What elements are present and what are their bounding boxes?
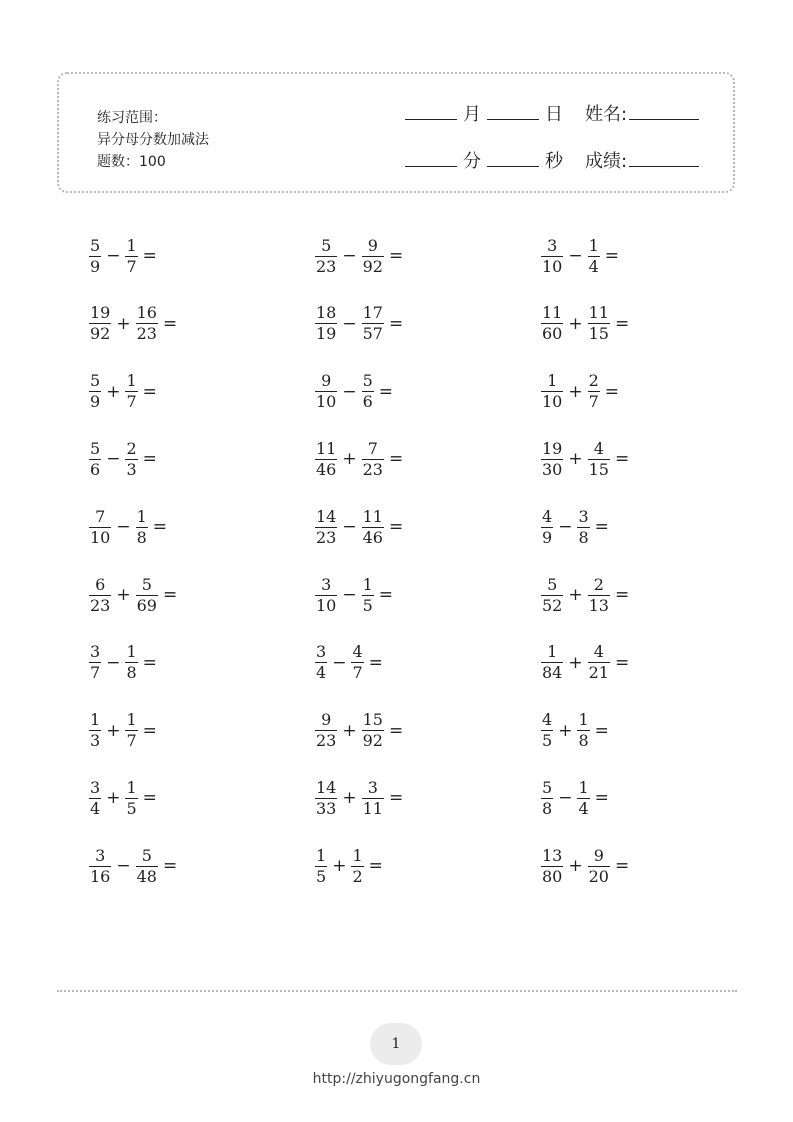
score-label: 成绩: <box>585 151 628 172</box>
numerator: 5 <box>141 845 152 865</box>
operator: − <box>342 585 357 605</box>
fraction-a <box>315 236 337 277</box>
equals-sign: = <box>142 449 157 470</box>
numerator: 5 <box>362 371 373 391</box>
equals-sign: = <box>594 517 609 538</box>
problem-item <box>540 299 629 349</box>
denominator: 60 <box>542 324 563 344</box>
fraction-a <box>89 642 101 683</box>
equals-sign: = <box>142 788 157 809</box>
numerator: 3 <box>90 642 101 662</box>
problem-item <box>314 367 393 417</box>
numerator: 6 <box>95 574 106 594</box>
fraction-b <box>362 236 384 277</box>
problem-item <box>314 434 403 484</box>
numerator: 1 <box>547 642 558 662</box>
numerator: 4 <box>593 642 604 662</box>
numerator: 2 <box>588 371 599 391</box>
problem-item <box>88 773 157 823</box>
fraction-a <box>541 507 553 548</box>
numerator: 1 <box>136 506 147 526</box>
denominator: 23 <box>90 595 111 615</box>
numerator: 1 <box>126 642 137 662</box>
problem-item <box>88 434 157 484</box>
denominator: 10 <box>90 527 111 547</box>
denominator: 7 <box>126 392 137 412</box>
topic-label: 异分母分数加减法 <box>97 132 209 148</box>
denominator: 92 <box>90 324 111 344</box>
numerator: 1 <box>126 371 137 391</box>
operator: + <box>106 381 121 402</box>
denominator: 10 <box>542 392 563 412</box>
numerator: 4 <box>542 710 553 730</box>
minute-blank[interactable] <box>405 165 457 167</box>
equals-sign: = <box>388 788 404 809</box>
denominator: 80 <box>542 866 563 886</box>
equals-sign: = <box>368 856 383 877</box>
operator: + <box>116 585 131 605</box>
denominator: 7 <box>126 731 137 751</box>
denominator: 92 <box>362 256 383 276</box>
denominator: 10 <box>316 392 337 412</box>
denominator: 9 <box>90 392 101 412</box>
denominator: 10 <box>316 595 337 615</box>
equals-sign: = <box>604 246 620 266</box>
fraction-b <box>362 778 384 819</box>
denominator: 19 <box>316 324 337 344</box>
fraction-a <box>89 303 111 344</box>
problem-item <box>314 299 403 349</box>
fraction-b <box>136 575 158 616</box>
fraction-a <box>541 846 563 887</box>
numerator: 1 <box>352 845 363 865</box>
equals-sign: = <box>378 585 394 605</box>
day-label: 日 <box>545 104 563 125</box>
operator: − <box>106 246 121 266</box>
numerator: 11 <box>362 506 383 526</box>
denominator: 92 <box>362 731 383 751</box>
count-label: 题数：100 <box>97 154 166 170</box>
equals-sign: = <box>378 381 394 402</box>
header-box <box>57 72 735 193</box>
fraction-a <box>89 236 101 277</box>
denominator: 13 <box>588 595 609 615</box>
numerator: 1 <box>578 710 589 730</box>
fraction-b <box>362 371 374 412</box>
numerator: 3 <box>90 777 101 797</box>
denominator: 23 <box>316 527 337 547</box>
operator: + <box>116 313 131 334</box>
fraction-b <box>125 710 137 751</box>
fraction-b <box>125 236 137 277</box>
numerator: 9 <box>321 371 332 391</box>
equals-sign: = <box>142 381 157 402</box>
fraction-b <box>577 778 589 819</box>
denominator: 5 <box>542 731 553 751</box>
operator: − <box>116 517 131 538</box>
equals-sign: = <box>388 720 404 741</box>
problem-item <box>88 841 177 891</box>
equals-sign: = <box>162 585 178 605</box>
day-blank[interactable] <box>487 118 539 120</box>
fraction-a <box>89 778 101 819</box>
denominator: 15 <box>588 324 609 344</box>
operator: + <box>568 381 583 402</box>
numerator: 3 <box>547 235 558 255</box>
numerator: 11 <box>588 303 609 323</box>
fraction-b <box>362 439 384 480</box>
fraction-b <box>351 846 363 887</box>
numerator: 3 <box>367 777 378 797</box>
denominator: 46 <box>362 527 383 547</box>
denominator: 10 <box>542 256 563 276</box>
problem-item <box>88 367 157 417</box>
operator: + <box>568 585 583 605</box>
equals-sign: = <box>152 517 168 538</box>
denominator: 5 <box>362 595 373 615</box>
numerator: 16 <box>136 303 157 323</box>
score-blank[interactable] <box>629 165 699 167</box>
denominator: 8 <box>578 527 589 547</box>
problem-item <box>540 434 629 484</box>
fraction-a <box>89 710 101 751</box>
operator: + <box>568 449 583 470</box>
fraction-b <box>125 371 137 412</box>
problem-item <box>314 570 393 620</box>
denominator: 8 <box>542 798 553 818</box>
fraction-a <box>315 507 337 548</box>
numerator: 1 <box>126 235 137 255</box>
fraction-a <box>541 303 563 344</box>
numerator: 4 <box>542 506 553 526</box>
denominator: 7 <box>352 663 363 683</box>
operator: + <box>106 788 121 809</box>
operator: + <box>568 313 583 334</box>
fraction-b <box>577 710 589 751</box>
worksheet-info <box>97 107 209 173</box>
name-blank[interactable] <box>629 118 699 120</box>
numerator: 5 <box>90 235 101 255</box>
fraction-a <box>315 303 337 344</box>
equals-sign: = <box>142 652 157 673</box>
problem-item <box>540 706 609 756</box>
fraction-a <box>541 778 553 819</box>
operator: + <box>342 788 357 809</box>
numerator: 9 <box>367 235 378 255</box>
denominator: 33 <box>316 798 337 818</box>
time-score-line <box>405 147 699 173</box>
fraction-a <box>315 710 337 751</box>
fraction-a <box>541 575 563 616</box>
fraction-a <box>89 846 111 887</box>
numerator: 14 <box>316 506 337 526</box>
fraction-b <box>362 507 384 548</box>
equals-sign: = <box>594 720 609 741</box>
equals-sign: = <box>388 313 404 334</box>
denominator: 4 <box>316 663 327 683</box>
numerator: 1 <box>90 710 101 730</box>
denominator: 84 <box>542 663 563 683</box>
fraction-b <box>588 236 600 277</box>
month-label: 月 <box>463 104 481 125</box>
numerator: 1 <box>126 710 137 730</box>
numerator: 14 <box>316 777 337 797</box>
numerator: 1 <box>362 574 373 594</box>
month-blank[interactable] <box>405 118 457 120</box>
fraction-b <box>588 303 610 344</box>
date-name-line <box>405 100 699 126</box>
problem-item <box>314 706 403 756</box>
denominator: 6 <box>90 459 101 479</box>
equals-sign: = <box>368 652 383 673</box>
fraction-a <box>315 439 337 480</box>
operator: − <box>116 856 131 877</box>
minute-label: 分 <box>463 151 481 172</box>
fraction-b <box>125 642 137 683</box>
problem-item <box>540 502 609 552</box>
operator: + <box>568 856 583 877</box>
operator: − <box>106 652 121 673</box>
denominator: 57 <box>362 324 383 344</box>
denominator: 16 <box>90 866 111 886</box>
fraction-a <box>315 371 337 412</box>
problem-item <box>88 706 157 756</box>
denominator: 8 <box>136 527 147 547</box>
denominator: 23 <box>316 256 337 276</box>
equals-sign: = <box>142 720 157 741</box>
numerator: 15 <box>362 710 383 730</box>
fraction-a <box>315 846 327 887</box>
name-label: 姓名: <box>585 104 628 125</box>
fraction-b <box>125 778 137 819</box>
fraction-b <box>588 439 610 480</box>
operator: + <box>332 856 347 877</box>
denominator: 30 <box>542 459 563 479</box>
second-blank[interactable] <box>487 165 539 167</box>
denominator: 46 <box>316 459 337 479</box>
numerator: 7 <box>95 506 106 526</box>
problem-item <box>314 773 403 823</box>
operator: − <box>106 449 121 470</box>
equals-sign: = <box>162 313 178 334</box>
equals-sign: = <box>614 585 630 605</box>
numerator: 4 <box>352 642 363 662</box>
numerator: 13 <box>542 845 563 865</box>
numerator: 3 <box>321 574 332 594</box>
denominator: 4 <box>90 798 101 818</box>
problem-item <box>88 231 157 281</box>
denominator: 3 <box>126 459 137 479</box>
fraction-b <box>351 642 363 683</box>
problem-item <box>88 299 177 349</box>
operator: − <box>342 246 357 266</box>
fraction-a <box>541 439 563 480</box>
denominator: 6 <box>362 392 373 412</box>
equals-sign: = <box>162 856 178 877</box>
fraction-a <box>541 642 563 683</box>
equals-sign: = <box>614 449 630 470</box>
numerator: 2 <box>126 438 137 458</box>
operator: + <box>342 449 357 470</box>
fraction-a <box>541 371 563 412</box>
fraction-b <box>588 575 610 616</box>
denominator: 20 <box>588 866 609 886</box>
denominator: 69 <box>136 595 157 615</box>
problem-item <box>314 502 403 552</box>
second-label: 秒 <box>545 151 563 172</box>
problem-item <box>88 638 157 688</box>
denominator: 23 <box>316 731 337 751</box>
numerator: 3 <box>316 642 327 662</box>
denominator: 7 <box>90 663 101 683</box>
denominator: 2 <box>352 866 363 886</box>
numerator: 18 <box>316 303 337 323</box>
equals-sign: = <box>388 246 404 266</box>
fraction-b <box>577 507 589 548</box>
numerator: 5 <box>141 574 152 594</box>
operator: − <box>342 517 357 538</box>
numerator: 1 <box>316 845 327 865</box>
problem-item <box>314 638 383 688</box>
denominator: 11 <box>362 798 383 818</box>
numerator: 5 <box>90 438 101 458</box>
denominator: 48 <box>136 866 157 886</box>
denominator: 23 <box>362 459 383 479</box>
fraction-b <box>588 371 600 412</box>
denominator: 4 <box>578 798 589 818</box>
numerator: 11 <box>542 303 563 323</box>
bottom-divider <box>57 990 737 992</box>
problem-item <box>540 367 619 417</box>
operator: + <box>106 720 121 741</box>
fraction-a <box>315 575 337 616</box>
operator: − <box>558 517 573 538</box>
problem-item <box>540 231 619 281</box>
numerator: 2 <box>593 574 604 594</box>
numerator: 5 <box>321 235 332 255</box>
denominator: 8 <box>578 731 589 751</box>
numerator: 3 <box>578 506 589 526</box>
fraction-b <box>588 846 610 887</box>
operator: − <box>568 246 583 266</box>
fraction-b <box>362 575 374 616</box>
denominator: 5 <box>126 798 137 818</box>
fraction-b <box>362 303 384 344</box>
denominator: 8 <box>126 663 137 683</box>
problem-item <box>314 841 383 891</box>
equals-sign: = <box>142 246 157 266</box>
numerator: 5 <box>90 371 101 391</box>
fraction-b <box>362 710 384 751</box>
problem-item <box>314 231 403 281</box>
fraction-a <box>315 778 337 819</box>
fraction-a <box>89 507 111 548</box>
fraction-b <box>588 642 610 683</box>
problem-item <box>540 638 629 688</box>
numerator: 5 <box>542 777 553 797</box>
problem-item <box>88 570 177 620</box>
numerator: 9 <box>593 845 604 865</box>
denominator: 3 <box>90 731 101 751</box>
numerator: 17 <box>362 303 383 323</box>
operator: + <box>568 652 583 673</box>
denominator: 52 <box>542 595 563 615</box>
numerator: 19 <box>90 303 111 323</box>
equals-sign: = <box>614 652 630 673</box>
denominator: 7 <box>126 256 137 276</box>
operator: − <box>332 652 347 673</box>
operator: + <box>342 720 357 741</box>
denominator: 21 <box>588 663 609 683</box>
fraction-a <box>541 710 553 751</box>
equals-sign: = <box>614 856 630 877</box>
fraction-a <box>89 439 101 480</box>
numerator: 19 <box>542 438 563 458</box>
operator: − <box>558 788 573 809</box>
numerator: 11 <box>316 438 337 458</box>
numerator: 9 <box>321 710 332 730</box>
fraction-a <box>89 371 101 412</box>
numerator: 1 <box>126 777 137 797</box>
fraction-b <box>136 507 148 548</box>
fraction-a <box>541 236 563 277</box>
fraction-b <box>136 846 158 887</box>
problem-item <box>540 841 629 891</box>
problem-item <box>540 570 629 620</box>
operator: + <box>558 720 573 741</box>
denominator: 5 <box>316 866 327 886</box>
fraction-b <box>125 439 137 480</box>
page-number: 1 <box>370 1023 422 1065</box>
operator: − <box>342 381 357 402</box>
numerator: 7 <box>367 438 378 458</box>
fraction-a <box>315 642 327 683</box>
operator: − <box>342 313 357 334</box>
denominator: 23 <box>136 324 157 344</box>
problem-item <box>88 502 167 552</box>
denominator: 9 <box>542 527 553 547</box>
problem-item <box>540 773 609 823</box>
denominator: 7 <box>588 392 599 412</box>
equals-sign: = <box>604 381 620 402</box>
denominator: 15 <box>588 459 609 479</box>
numerator: 3 <box>95 845 106 865</box>
range-label: 练习范围： <box>97 110 167 126</box>
numerator: 1 <box>578 777 589 797</box>
fraction-b <box>136 303 158 344</box>
equals-sign: = <box>388 449 404 470</box>
numerator: 5 <box>547 574 558 594</box>
denominator: 4 <box>588 256 599 276</box>
numerator: 4 <box>593 438 604 458</box>
denominator: 9 <box>90 256 101 276</box>
equals-sign: = <box>388 517 404 538</box>
numerator: 1 <box>547 371 558 391</box>
numerator: 1 <box>588 235 599 255</box>
equals-sign: = <box>594 788 609 809</box>
footer-url[interactable]: http://zhiyugongfang.cn <box>312 1071 481 1087</box>
equals-sign: = <box>614 313 630 334</box>
fraction-a <box>89 575 111 616</box>
